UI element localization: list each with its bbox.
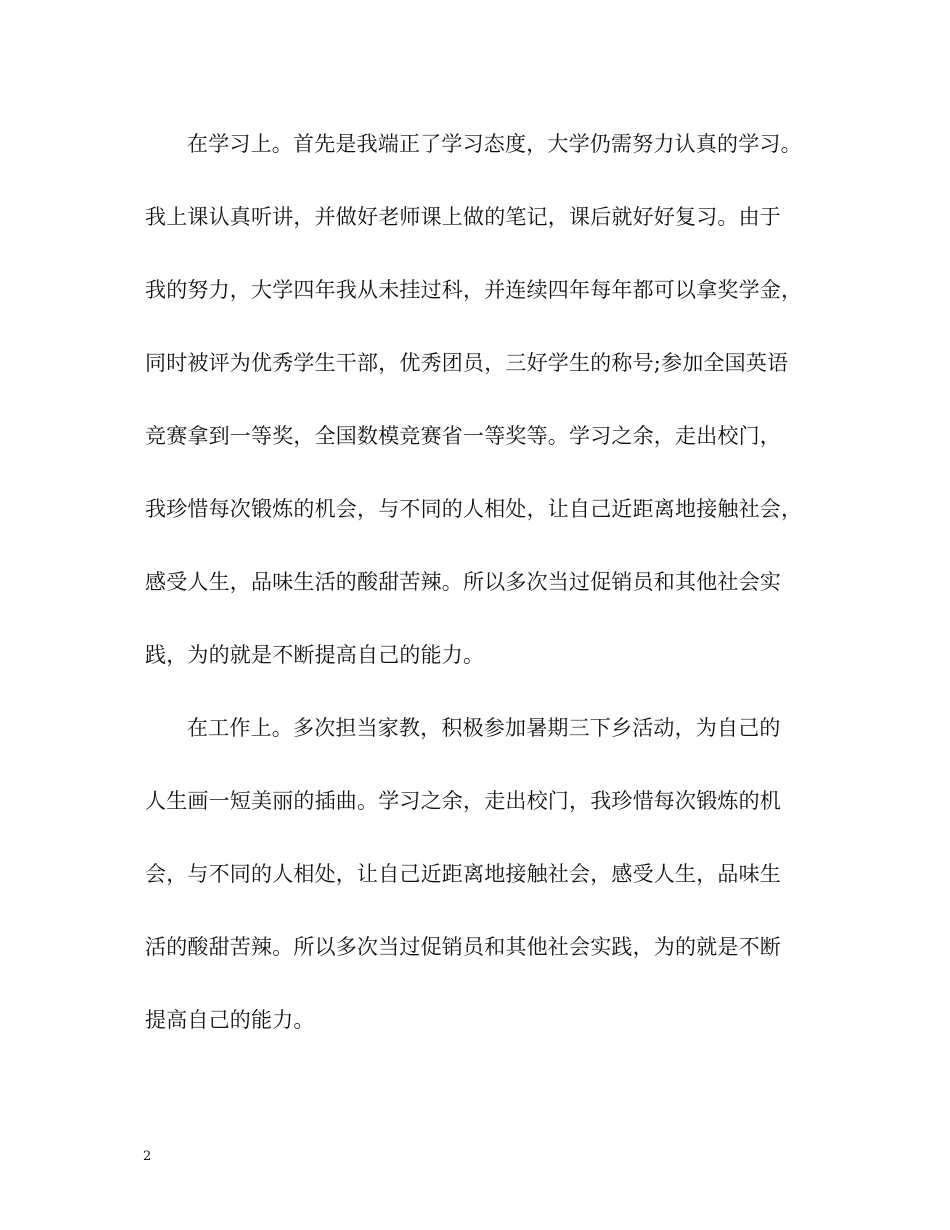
body-text (145, 118, 815, 1067)
paragraph-line: 提高自己的能力。 (145, 1008, 315, 1032)
paragraph-line: 同时被评为优秀学生干部，优秀团员，三好学生的称号;参加全国英语 (145, 351, 789, 375)
paragraph-line: 会，与不同的人相处，让自己近距离地接触社会，感受人生，品味生 (145, 862, 781, 886)
paragraph-study (145, 118, 815, 702)
paragraph-line: 我上课认真听讲，并做好老师课上做的笔记，课后就好好复习。由于 (145, 205, 781, 229)
paragraph-line: 在学习上。首先是我端正了学习态度，大学仍需努力认真的学习。 (187, 132, 802, 156)
paragraph-line: 人生画一短美丽的插曲。学习之余，走出校门，我珍惜每次锻炼的机 (145, 789, 781, 813)
paragraph-line: 竞赛拿到一等奖，全国数模竞赛省一等奖等。学习之余，走出校门， (145, 424, 781, 448)
paragraph-line: 感受人生，品味生活的酸甜苦辣。所以多次当过促销员和其他社会实 (145, 570, 781, 594)
paragraph-line: 我的努力，大学四年我从未挂过科，并连续四年每年都可以拿奖学金， (145, 278, 803, 302)
paragraph-line: 我珍惜每次锻炼的机会，与不同的人相处，让自己近距离地接触社会， (145, 497, 803, 521)
page-number: 2 (143, 1149, 152, 1164)
paragraph-line: 践，为的就是不断提高自己的能力。 (145, 643, 485, 667)
paragraph-line: 活的酸甜苦辣。所以多次当过促销员和其他社会实践，为的就是不断 (145, 935, 781, 959)
paragraph-line: 在工作上。多次担当家教，积极参加暑期三下乡活动，为自己的 (187, 716, 781, 740)
paragraph-work (145, 702, 815, 1067)
